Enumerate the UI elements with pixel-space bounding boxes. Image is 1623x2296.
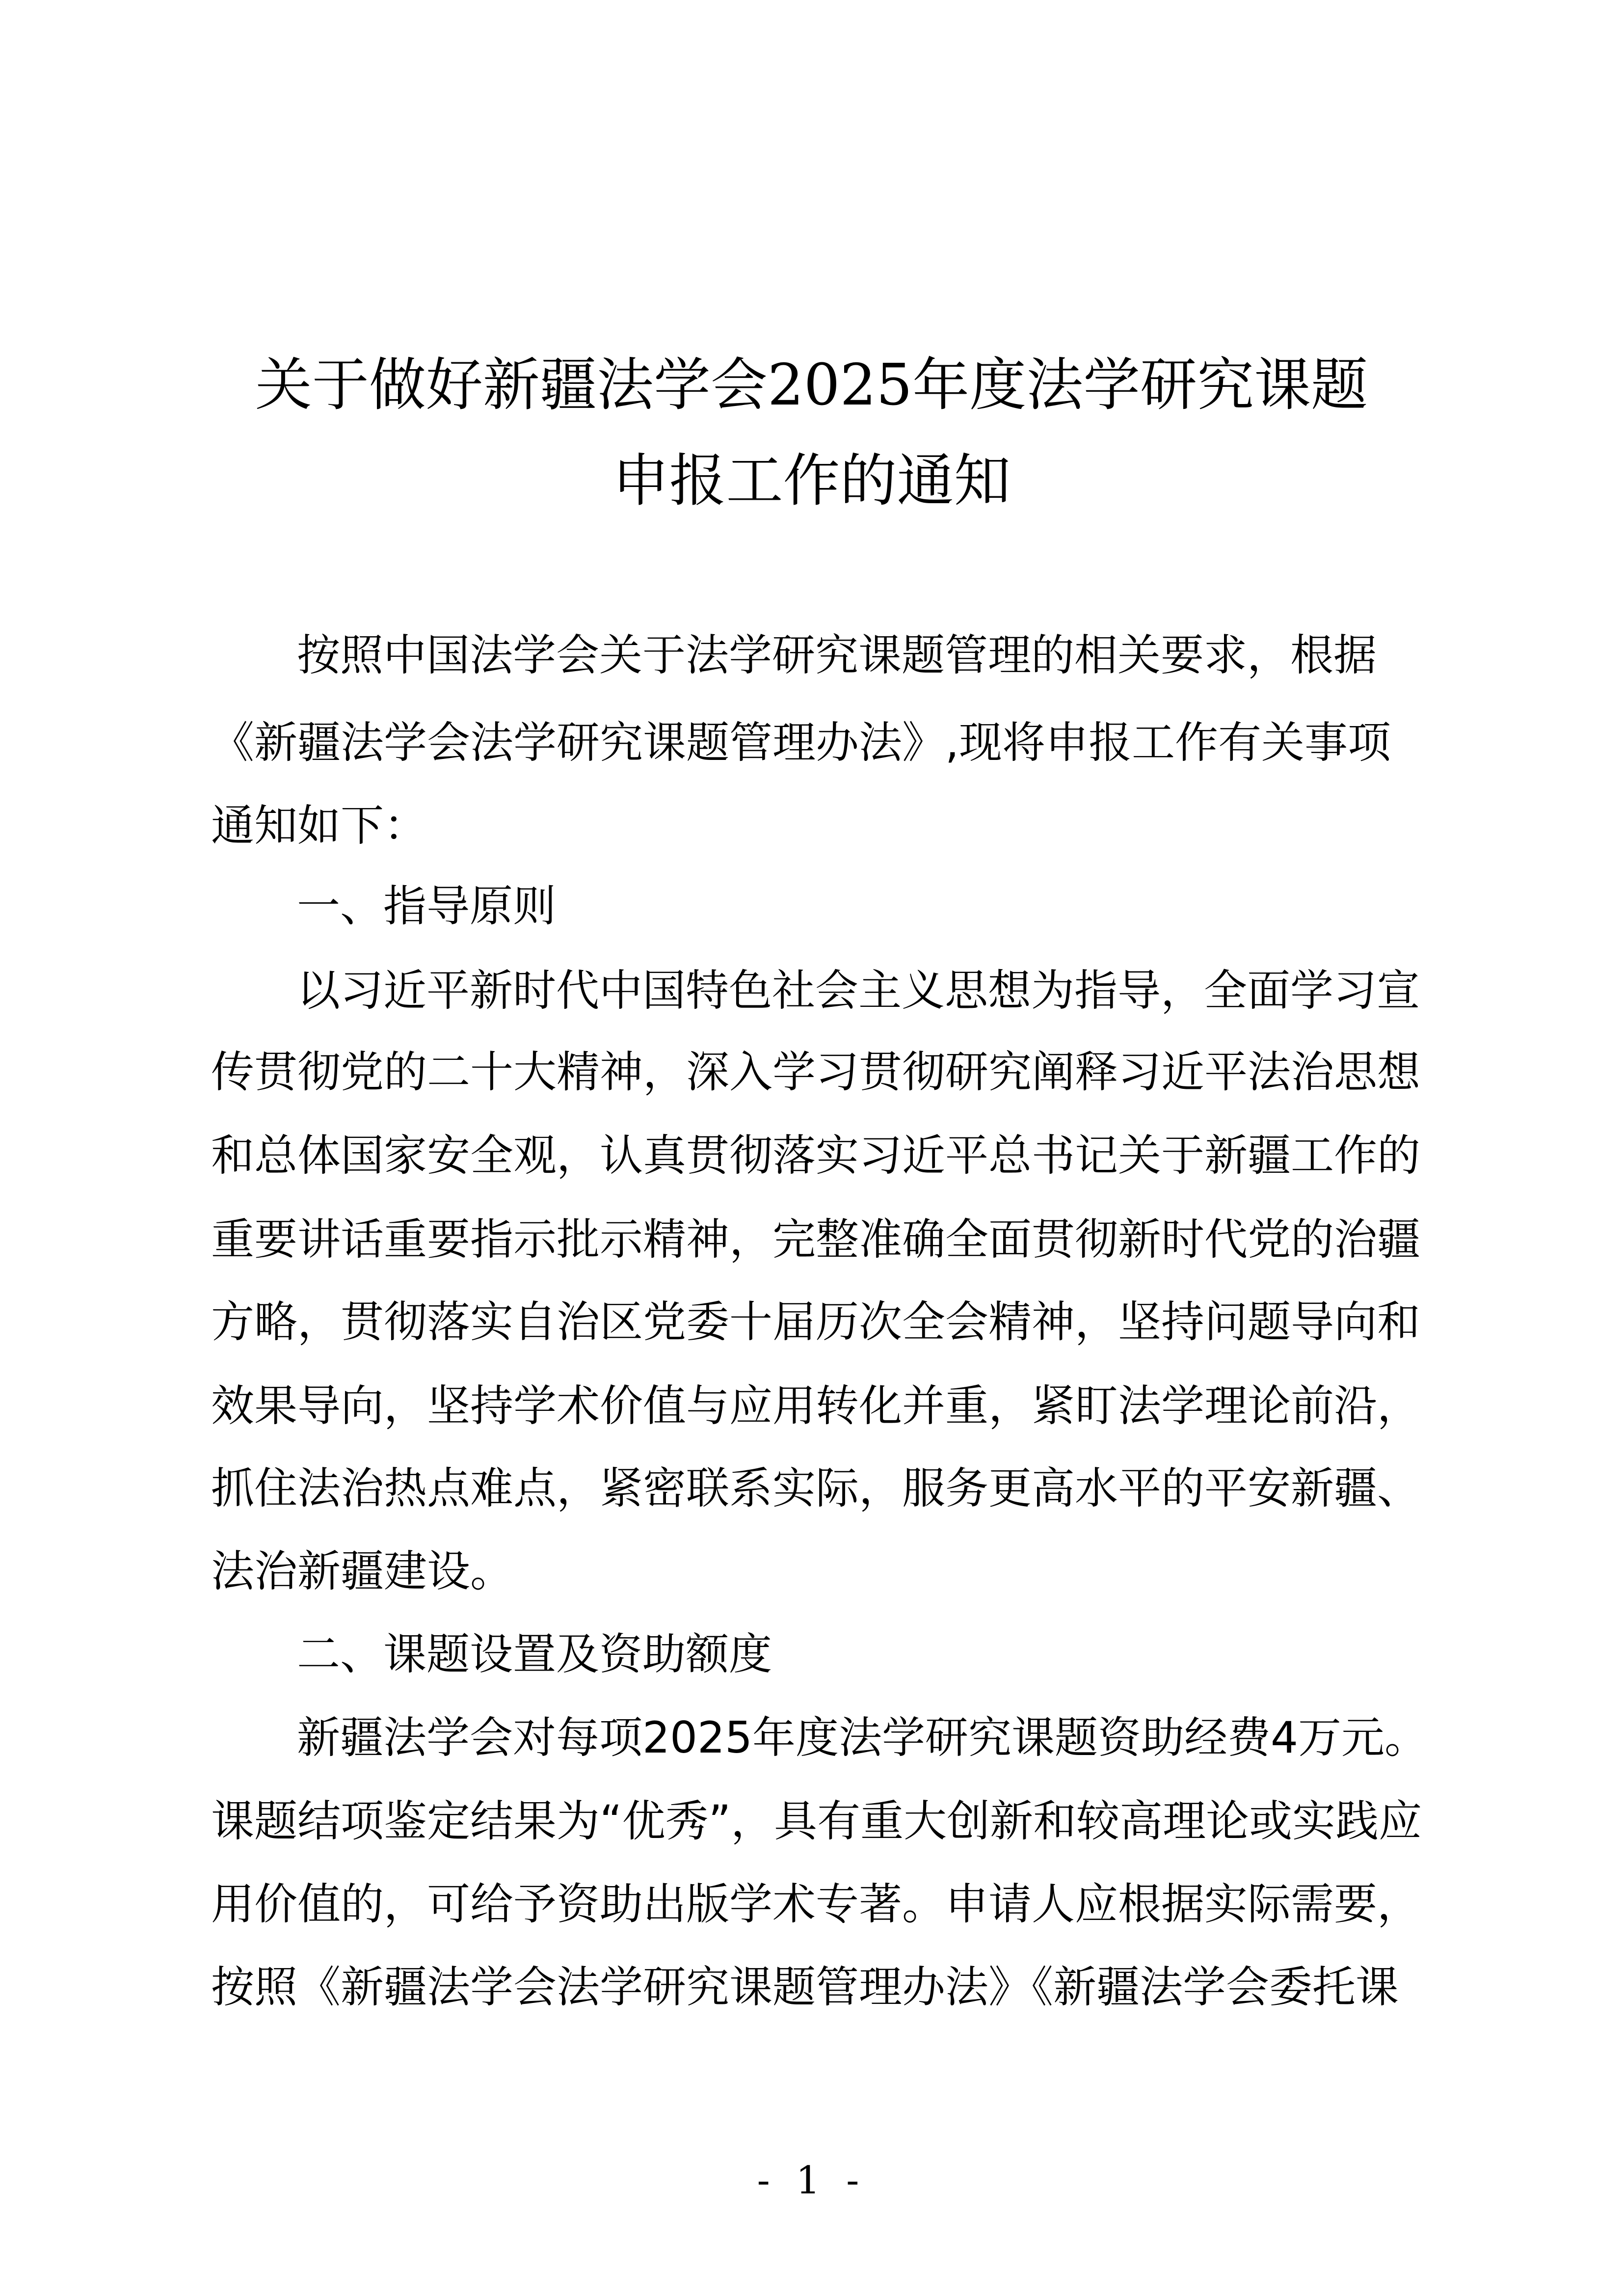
section-heading-1: 一、指导原则 (297, 881, 557, 931)
document-title-line-2: 申报工作的通知 (612, 448, 1011, 514)
paragraph-2-line-2: 传贯彻党的二十大精神，深入学习贯彻研究阐释习近平法治思想 (211, 1047, 1421, 1097)
paragraph-3-line-4: 按照《新疆法学会法学研究课题管理办法》《新疆法学会委托课 (211, 1962, 1399, 2012)
paragraph-3-line-2: 课题结项鉴定结果为“优秀”，具有重大创新和较高理论或实践应 (211, 1796, 1422, 1846)
section-heading-2: 二、课题设置及资助额度 (297, 1629, 772, 1679)
paragraph-2-line-4: 重要讲话重要指示批示精神，完整准确全面贯彻新时代党的治疆 (211, 1214, 1421, 1265)
paragraph-1-line-1: 按照中国法学会关于法学研究课题管理的相关要求，根据 (297, 630, 1377, 680)
paragraph-2-line-5: 方略，贯彻落实自治区党委十届历次全会精神，坚持问题导向和 (211, 1297, 1421, 1347)
page-number: - 1 - (757, 2159, 866, 2203)
paragraph-2-line-3: 和总体国家安全观，认真贯彻落实习近平总书记关于新疆工作的 (211, 1130, 1421, 1181)
paragraph-2-line-8: 法治新疆建设。 (211, 1546, 514, 1596)
document-title-line-1: 关于做好新疆法学会2025年度法学研究课题 (255, 352, 1368, 418)
paragraph-2-line-1: 以习近平新时代中国特色社会主义思想为指导，全面学习宣 (297, 965, 1420, 1016)
paragraph-2-line-7: 抓住法治热点难点，紧密联系实际，服务更高水平的平安新疆、 (211, 1463, 1421, 1513)
paragraph-3-line-3: 用价值的，可给予资助出版学术专著。申请人应根据实际需要， (211, 1879, 1421, 1929)
paragraph-1-line-2: 《新疆法学会法学研究课题管理办法》,现将申报工作有关事项 (211, 717, 1391, 768)
paragraph-3-line-1: 新疆法学会对每项2025年度法学研究课题资助经费4万元。 (297, 1712, 1428, 1763)
paragraph-2-line-6: 效果导向，坚持学术价值与应用转化并重，紧盯法学理论前沿， (211, 1380, 1421, 1431)
paragraph-1-line-3: 通知如下： (211, 800, 427, 851)
